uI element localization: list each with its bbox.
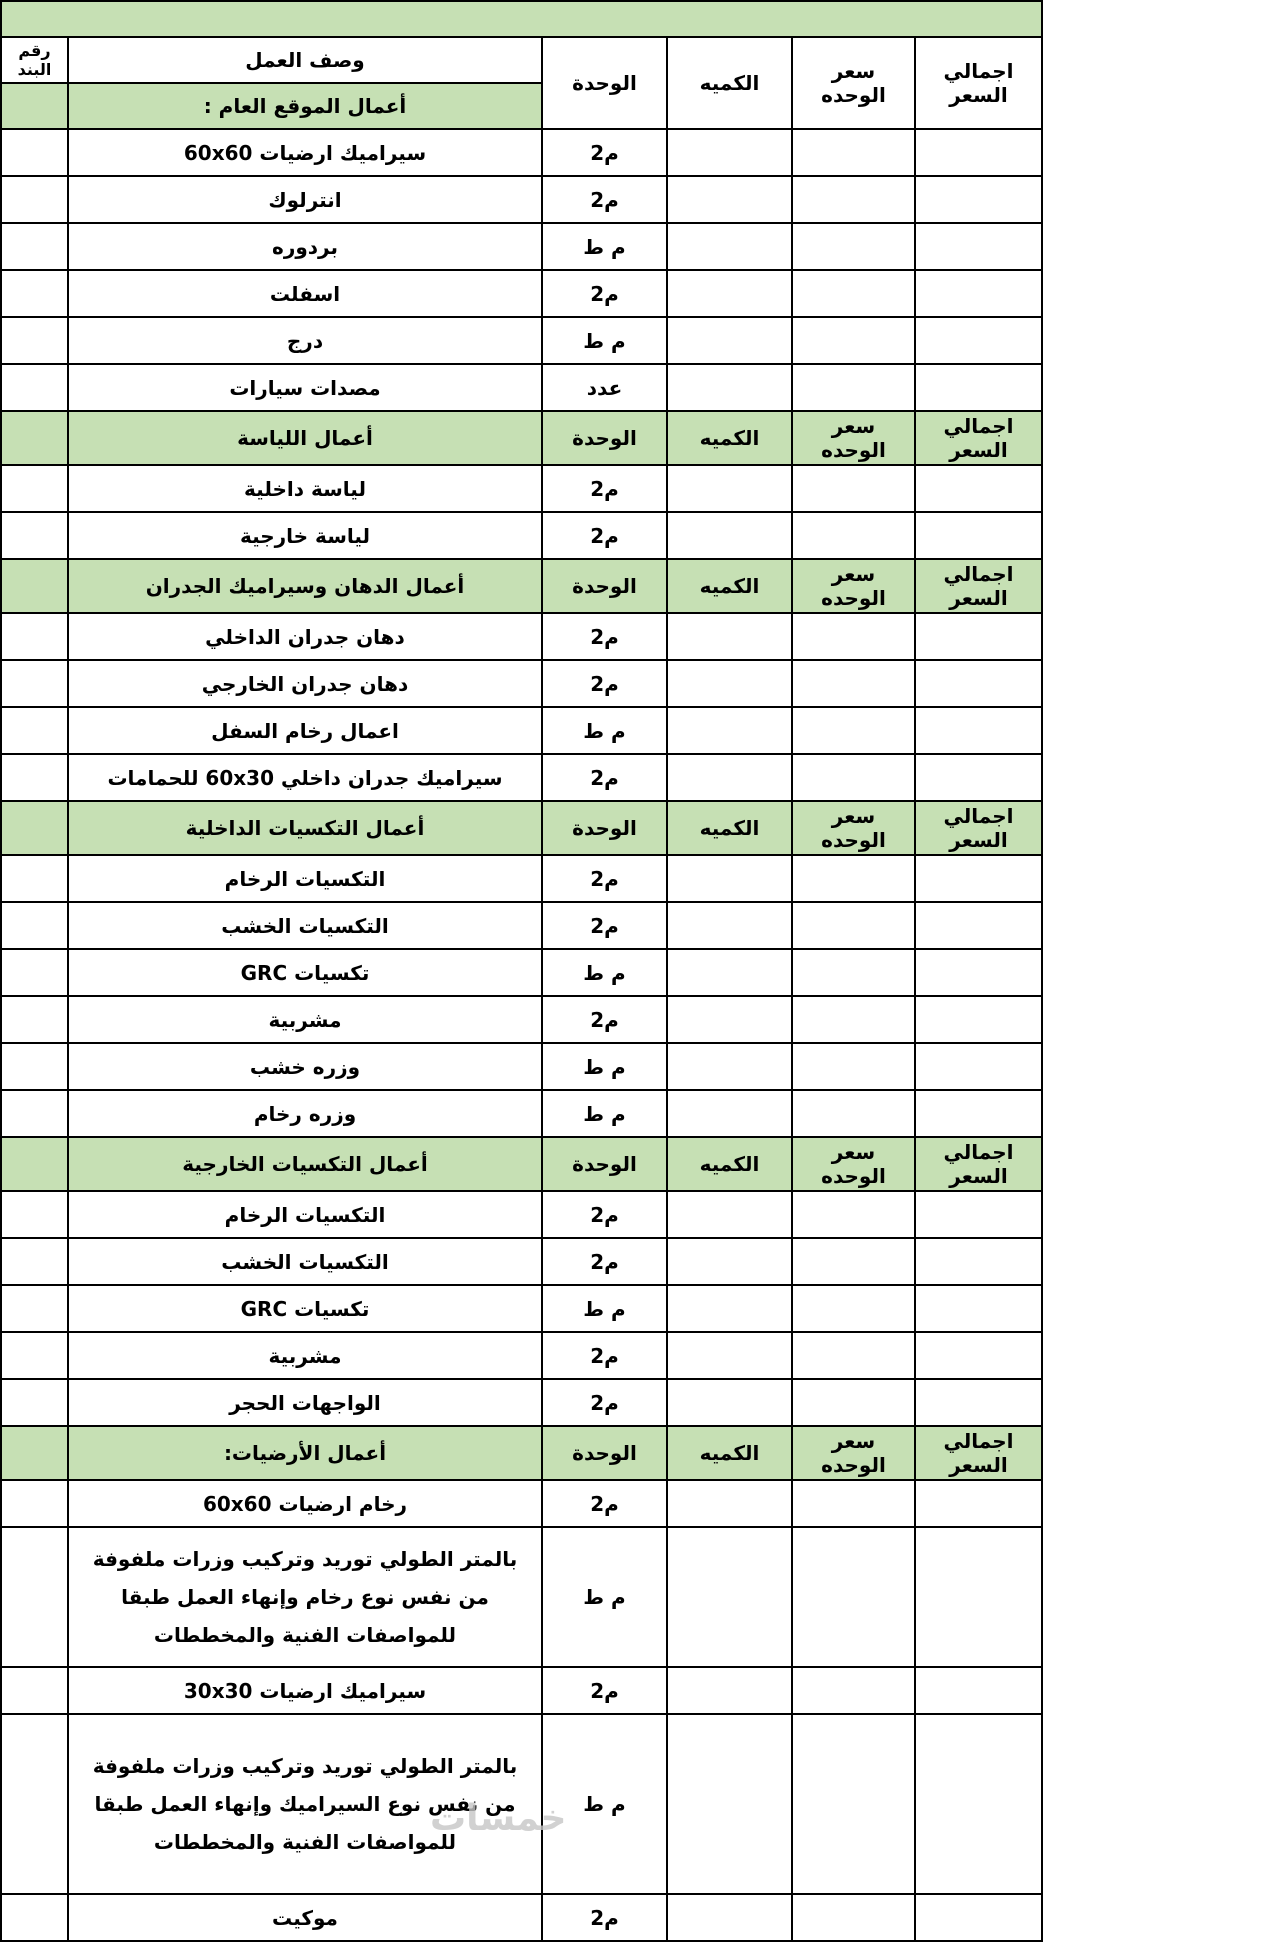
qty-header-cell: الكميه xyxy=(667,801,792,855)
unit-cell: م2 xyxy=(542,613,667,660)
unit-cell: م ط xyxy=(542,1090,667,1137)
table-row xyxy=(1,129,1042,176)
table-row xyxy=(1,1332,1042,1379)
total-price-header-cell: اجمالي السعر xyxy=(915,1426,1042,1480)
work-description-cell: تكسيات GRC xyxy=(68,949,542,996)
total-price-header-cell: اجمالي السعر xyxy=(915,411,1042,465)
table-row xyxy=(1,902,1042,949)
total-price-cell xyxy=(915,1332,1042,1379)
table-row xyxy=(1,270,1042,317)
unit-price-cell xyxy=(792,1894,915,1941)
qty-cell xyxy=(667,1332,792,1379)
work-description-cell: انترلوك xyxy=(68,176,542,223)
table-row xyxy=(1,996,1042,1043)
qty-cell xyxy=(667,1043,792,1090)
unit-cell: م ط xyxy=(542,1714,667,1894)
table-row xyxy=(1,223,1042,270)
item-no-cell xyxy=(1,176,68,223)
total-price-cell xyxy=(915,223,1042,270)
unit-cell: م ط xyxy=(542,223,667,270)
item-no-cell xyxy=(1,1090,68,1137)
section-title: أعمال الأرضيات: xyxy=(68,1426,542,1480)
unit-cell: م ط xyxy=(542,707,667,754)
total-price-cell xyxy=(915,364,1042,411)
work-description-cell: سيراميك ارضيات 60x60 xyxy=(68,129,542,176)
work-description-cell: التكسيات الخشب xyxy=(68,1238,542,1285)
item-no-cell xyxy=(1,317,68,364)
unit-price-cell xyxy=(792,613,915,660)
unit-cell: م ط xyxy=(542,1043,667,1090)
unit-price-cell xyxy=(792,754,915,801)
table-row xyxy=(1,1285,1042,1332)
header-item-no: رقم البند xyxy=(1,37,68,83)
unit-price-cell xyxy=(792,1332,915,1379)
table-row xyxy=(1,707,1042,754)
work-description-cell: موكيت xyxy=(68,1894,542,1941)
unit-price-header-cell: سعر الوحده xyxy=(792,1426,915,1480)
item-no-cell xyxy=(1,129,68,176)
item-no-cell xyxy=(1,465,68,512)
work-description-cell: وزره رخام xyxy=(68,1090,542,1137)
total-price-cell xyxy=(915,1480,1042,1527)
section-header-row xyxy=(1,801,1042,855)
work-description-cell: اسفلت xyxy=(68,270,542,317)
qty-cell xyxy=(667,223,792,270)
table-row xyxy=(1,754,1042,801)
item-no-cell xyxy=(1,1480,68,1527)
table-row xyxy=(1,1714,1042,1894)
total-price-header-cell: اجمالي السعر xyxy=(915,801,1042,855)
unit-price-cell xyxy=(792,512,915,559)
total-price-cell xyxy=(915,1667,1042,1714)
table-row xyxy=(1,855,1042,902)
work-description-cell: الواجهات الحجر xyxy=(68,1379,542,1426)
work-description-cell: لياسة داخلية xyxy=(68,465,542,512)
header-unit-price: سعر الوحده xyxy=(792,37,915,129)
qty-cell xyxy=(667,949,792,996)
total-price-cell xyxy=(915,1043,1042,1090)
item-no-cell xyxy=(1,1238,68,1285)
table-row xyxy=(1,1043,1042,1090)
header-description: وصف العمل xyxy=(68,37,542,83)
item-no-cell xyxy=(1,996,68,1043)
unit-price-cell xyxy=(792,949,915,996)
table-row xyxy=(1,949,1042,996)
item-no-cell xyxy=(1,559,68,613)
unit-price-cell xyxy=(792,1090,915,1137)
unit-price-cell xyxy=(792,1379,915,1426)
table-row xyxy=(1,1090,1042,1137)
qty-cell xyxy=(667,613,792,660)
section-title: أعمال الموقع العام : xyxy=(68,83,542,129)
unit-cell: م ط xyxy=(542,317,667,364)
item-no-cell xyxy=(1,1894,68,1941)
total-price-cell xyxy=(915,855,1042,902)
table-row xyxy=(1,364,1042,411)
qty-cell xyxy=(667,176,792,223)
unit-price-cell xyxy=(792,1238,915,1285)
unit-cell: م2 xyxy=(542,129,667,176)
qty-cell xyxy=(667,1090,792,1137)
unit-price-cell xyxy=(792,129,915,176)
unit-cell: م2 xyxy=(542,902,667,949)
section-title: أعمال الدهان وسيراميك الجدران xyxy=(68,559,542,613)
work-description-cell: درج xyxy=(68,317,542,364)
work-description-cell: التكسيات الرخام xyxy=(68,855,542,902)
qty-cell xyxy=(667,902,792,949)
unit-cell: م ط xyxy=(542,1285,667,1332)
unit-price-cell xyxy=(792,660,915,707)
section-header-row xyxy=(1,559,1042,613)
unit-cell: م2 xyxy=(542,270,667,317)
item-no-cell xyxy=(1,1426,68,1480)
work-description-cell: بالمتر الطولي توريد وتركيب وزرات ملفوفة من نفس نوع السيراميك وإنهاء العمل طبقا للمواصفات الفنية والمخططات xyxy=(68,1714,542,1894)
boq-table-body xyxy=(1,129,1042,1941)
total-price-cell xyxy=(915,465,1042,512)
unit-cell: م ط xyxy=(542,949,667,996)
total-price-cell xyxy=(915,129,1042,176)
unit-cell: م2 xyxy=(542,1379,667,1426)
unit-price-cell xyxy=(792,996,915,1043)
total-price-header-cell: اجمالي السعر xyxy=(915,559,1042,613)
qty-cell xyxy=(667,512,792,559)
unit-cell: م2 xyxy=(542,660,667,707)
item-no-cell xyxy=(1,1191,68,1238)
qty-cell xyxy=(667,270,792,317)
unit-cell: م2 xyxy=(542,512,667,559)
unit-price-cell xyxy=(792,1480,915,1527)
unit-price-cell xyxy=(792,855,915,902)
unit-price-cell xyxy=(792,223,915,270)
item-no-cell xyxy=(1,949,68,996)
work-description-cell: مشربية xyxy=(68,996,542,1043)
work-description-cell: تكسيات GRC xyxy=(68,1285,542,1332)
qty-cell xyxy=(667,465,792,512)
unit-cell: م2 xyxy=(542,465,667,512)
total-price-cell xyxy=(915,1894,1042,1941)
unit-cell: م2 xyxy=(542,754,667,801)
item-no-cell xyxy=(1,1332,68,1379)
qty-cell xyxy=(667,1894,792,1941)
unit-price-cell xyxy=(792,1285,915,1332)
table-row xyxy=(1,660,1042,707)
header-unit: الوحدة xyxy=(542,37,667,129)
total-price-cell xyxy=(915,1527,1042,1667)
qty-cell xyxy=(667,1480,792,1527)
work-description-cell: لياسة خارجية xyxy=(68,512,542,559)
qty-cell xyxy=(667,1191,792,1238)
table-row xyxy=(1,613,1042,660)
top-banner-row xyxy=(1,1,1042,37)
unit-cell: م2 xyxy=(542,1894,667,1941)
table-row xyxy=(1,1238,1042,1285)
table-row xyxy=(1,1480,1042,1527)
unit-price-cell xyxy=(792,364,915,411)
item-no-cell xyxy=(1,613,68,660)
item-no-cell xyxy=(1,1714,68,1894)
total-price-cell xyxy=(915,613,1042,660)
work-description-cell: بردوره xyxy=(68,223,542,270)
unit-price-cell xyxy=(792,465,915,512)
total-price-cell xyxy=(915,1238,1042,1285)
total-price-cell xyxy=(915,512,1042,559)
work-description-cell: مشربية xyxy=(68,1332,542,1379)
item-no-cell xyxy=(1,1379,68,1426)
item-no-cell xyxy=(1,754,68,801)
section-header-row xyxy=(1,1426,1042,1480)
unit-header-cell: الوحدة xyxy=(542,1137,667,1191)
table-row xyxy=(1,512,1042,559)
qty-cell xyxy=(667,1285,792,1332)
header-total-price: اجمالي السعر xyxy=(915,37,1042,129)
work-description-cell: التكسيات الخشب xyxy=(68,902,542,949)
total-price-header-cell: اجمالي السعر xyxy=(915,1137,1042,1191)
unit-price-cell xyxy=(792,176,915,223)
unit-cell: م ط xyxy=(542,1527,667,1667)
qty-cell xyxy=(667,1667,792,1714)
item-no-cell xyxy=(1,902,68,949)
unit-price-cell xyxy=(792,1527,915,1667)
work-description-cell: مصدات سيارات xyxy=(68,364,542,411)
unit-header-cell: الوحدة xyxy=(542,801,667,855)
unit-cell: م2 xyxy=(542,1667,667,1714)
qty-cell xyxy=(667,754,792,801)
section-header-row xyxy=(1,411,1042,465)
top-banner-cell xyxy=(1,1,1042,37)
item-no-cell xyxy=(1,660,68,707)
table-header-row xyxy=(1,37,1042,83)
total-price-cell xyxy=(915,660,1042,707)
section-header-row xyxy=(1,1137,1042,1191)
unit-price-cell xyxy=(792,1043,915,1090)
unit-cell: عدد xyxy=(542,364,667,411)
table-row xyxy=(1,1894,1042,1941)
total-price-cell xyxy=(915,1285,1042,1332)
total-price-cell xyxy=(915,317,1042,364)
item-no-cell xyxy=(1,1043,68,1090)
section-title: أعمال التكسيات الداخلية xyxy=(68,801,542,855)
total-price-cell xyxy=(915,902,1042,949)
unit-cell: م2 xyxy=(542,855,667,902)
unit-cell: م2 xyxy=(542,996,667,1043)
work-description-cell: دهان جدران الخارجي xyxy=(68,660,542,707)
table-row xyxy=(1,1527,1042,1667)
item-no-cell xyxy=(1,1137,68,1191)
table-row xyxy=(1,317,1042,364)
unit-price-header-cell: سعر الوحده xyxy=(792,411,915,465)
table-row xyxy=(1,465,1042,512)
item-no-cell xyxy=(1,855,68,902)
section-title: أعمال اللياسة xyxy=(68,411,542,465)
unit-price-cell xyxy=(792,317,915,364)
unit-cell: م2 xyxy=(542,1238,667,1285)
item-no-cell xyxy=(1,223,68,270)
table-row xyxy=(1,1191,1042,1238)
qty-cell xyxy=(667,1379,792,1426)
qty-cell xyxy=(667,1714,792,1894)
work-description-cell: سيراميك ارضيات 30x30 xyxy=(68,1667,542,1714)
total-price-cell xyxy=(915,1090,1042,1137)
total-price-cell xyxy=(915,949,1042,996)
unit-price-cell xyxy=(792,1667,915,1714)
qty-header-cell: الكميه xyxy=(667,1137,792,1191)
section-title: أعمال التكسيات الخارجية xyxy=(68,1137,542,1191)
unit-cell: م2 xyxy=(542,1480,667,1527)
unit-header-cell: الوحدة xyxy=(542,411,667,465)
total-price-cell xyxy=(915,270,1042,317)
item-no-cell xyxy=(1,1285,68,1332)
item-no-cell xyxy=(1,707,68,754)
unit-cell: م2 xyxy=(542,1191,667,1238)
qty-cell xyxy=(667,855,792,902)
unit-price-cell xyxy=(792,1191,915,1238)
qty-header-cell: الكميه xyxy=(667,559,792,613)
qty-cell xyxy=(667,660,792,707)
total-price-cell xyxy=(915,1379,1042,1426)
unit-price-cell xyxy=(792,1714,915,1894)
unit-cell: م2 xyxy=(542,1332,667,1379)
total-price-cell xyxy=(915,996,1042,1043)
work-description-cell: سيراميك جدران داخلي 60x30 للحمامات xyxy=(68,754,542,801)
item-no-cell xyxy=(1,364,68,411)
qty-cell xyxy=(667,996,792,1043)
work-description-cell: دهان جدران الداخلي xyxy=(68,613,542,660)
work-description-cell: وزره خشب xyxy=(68,1043,542,1090)
qty-header-cell: الكميه xyxy=(667,411,792,465)
table-row xyxy=(1,176,1042,223)
total-price-cell xyxy=(915,707,1042,754)
item-no-cell xyxy=(1,1527,68,1667)
table-row xyxy=(1,1379,1042,1426)
item-no-cell xyxy=(1,83,68,129)
work-description-cell: بالمتر الطولي توريد وتركيب وزرات ملفوفة من نفس نوع رخام وإنهاء العمل طبقا للمواصفات الفنية والمخططات xyxy=(68,1527,542,1667)
item-no-cell xyxy=(1,1667,68,1714)
item-no-cell xyxy=(1,411,68,465)
work-description-cell: اعمال رخام السفل xyxy=(68,707,542,754)
total-price-cell xyxy=(915,754,1042,801)
qty-header-cell: الكميه xyxy=(667,1426,792,1480)
item-no-cell xyxy=(1,801,68,855)
item-no-cell xyxy=(1,512,68,559)
total-price-cell xyxy=(915,1191,1042,1238)
unit-price-cell xyxy=(792,270,915,317)
qty-cell xyxy=(667,364,792,411)
unit-header-cell: الوحدة xyxy=(542,1426,667,1480)
qty-cell xyxy=(667,1238,792,1285)
work-description-cell: التكسيات الرخام xyxy=(68,1191,542,1238)
unit-price-header-cell: سعر الوحده xyxy=(792,801,915,855)
unit-price-cell xyxy=(792,902,915,949)
item-no-cell xyxy=(1,270,68,317)
unit-price-cell xyxy=(792,707,915,754)
header-qty: الكميه xyxy=(667,37,792,129)
qty-cell xyxy=(667,129,792,176)
table-row xyxy=(1,1667,1042,1714)
total-price-cell xyxy=(915,176,1042,223)
unit-cell: م2 xyxy=(542,176,667,223)
unit-price-header-cell: سعر الوحده xyxy=(792,1137,915,1191)
unit-header-cell: الوحدة xyxy=(542,559,667,613)
qty-cell xyxy=(667,317,792,364)
watermark: خمسات xyxy=(430,1798,567,1839)
work-description-cell: رخام ارضيات 60x60 xyxy=(68,1480,542,1527)
total-price-cell xyxy=(915,1714,1042,1894)
qty-cell xyxy=(667,1527,792,1667)
qty-cell xyxy=(667,707,792,754)
unit-price-header-cell: سعر الوحده xyxy=(792,559,915,613)
